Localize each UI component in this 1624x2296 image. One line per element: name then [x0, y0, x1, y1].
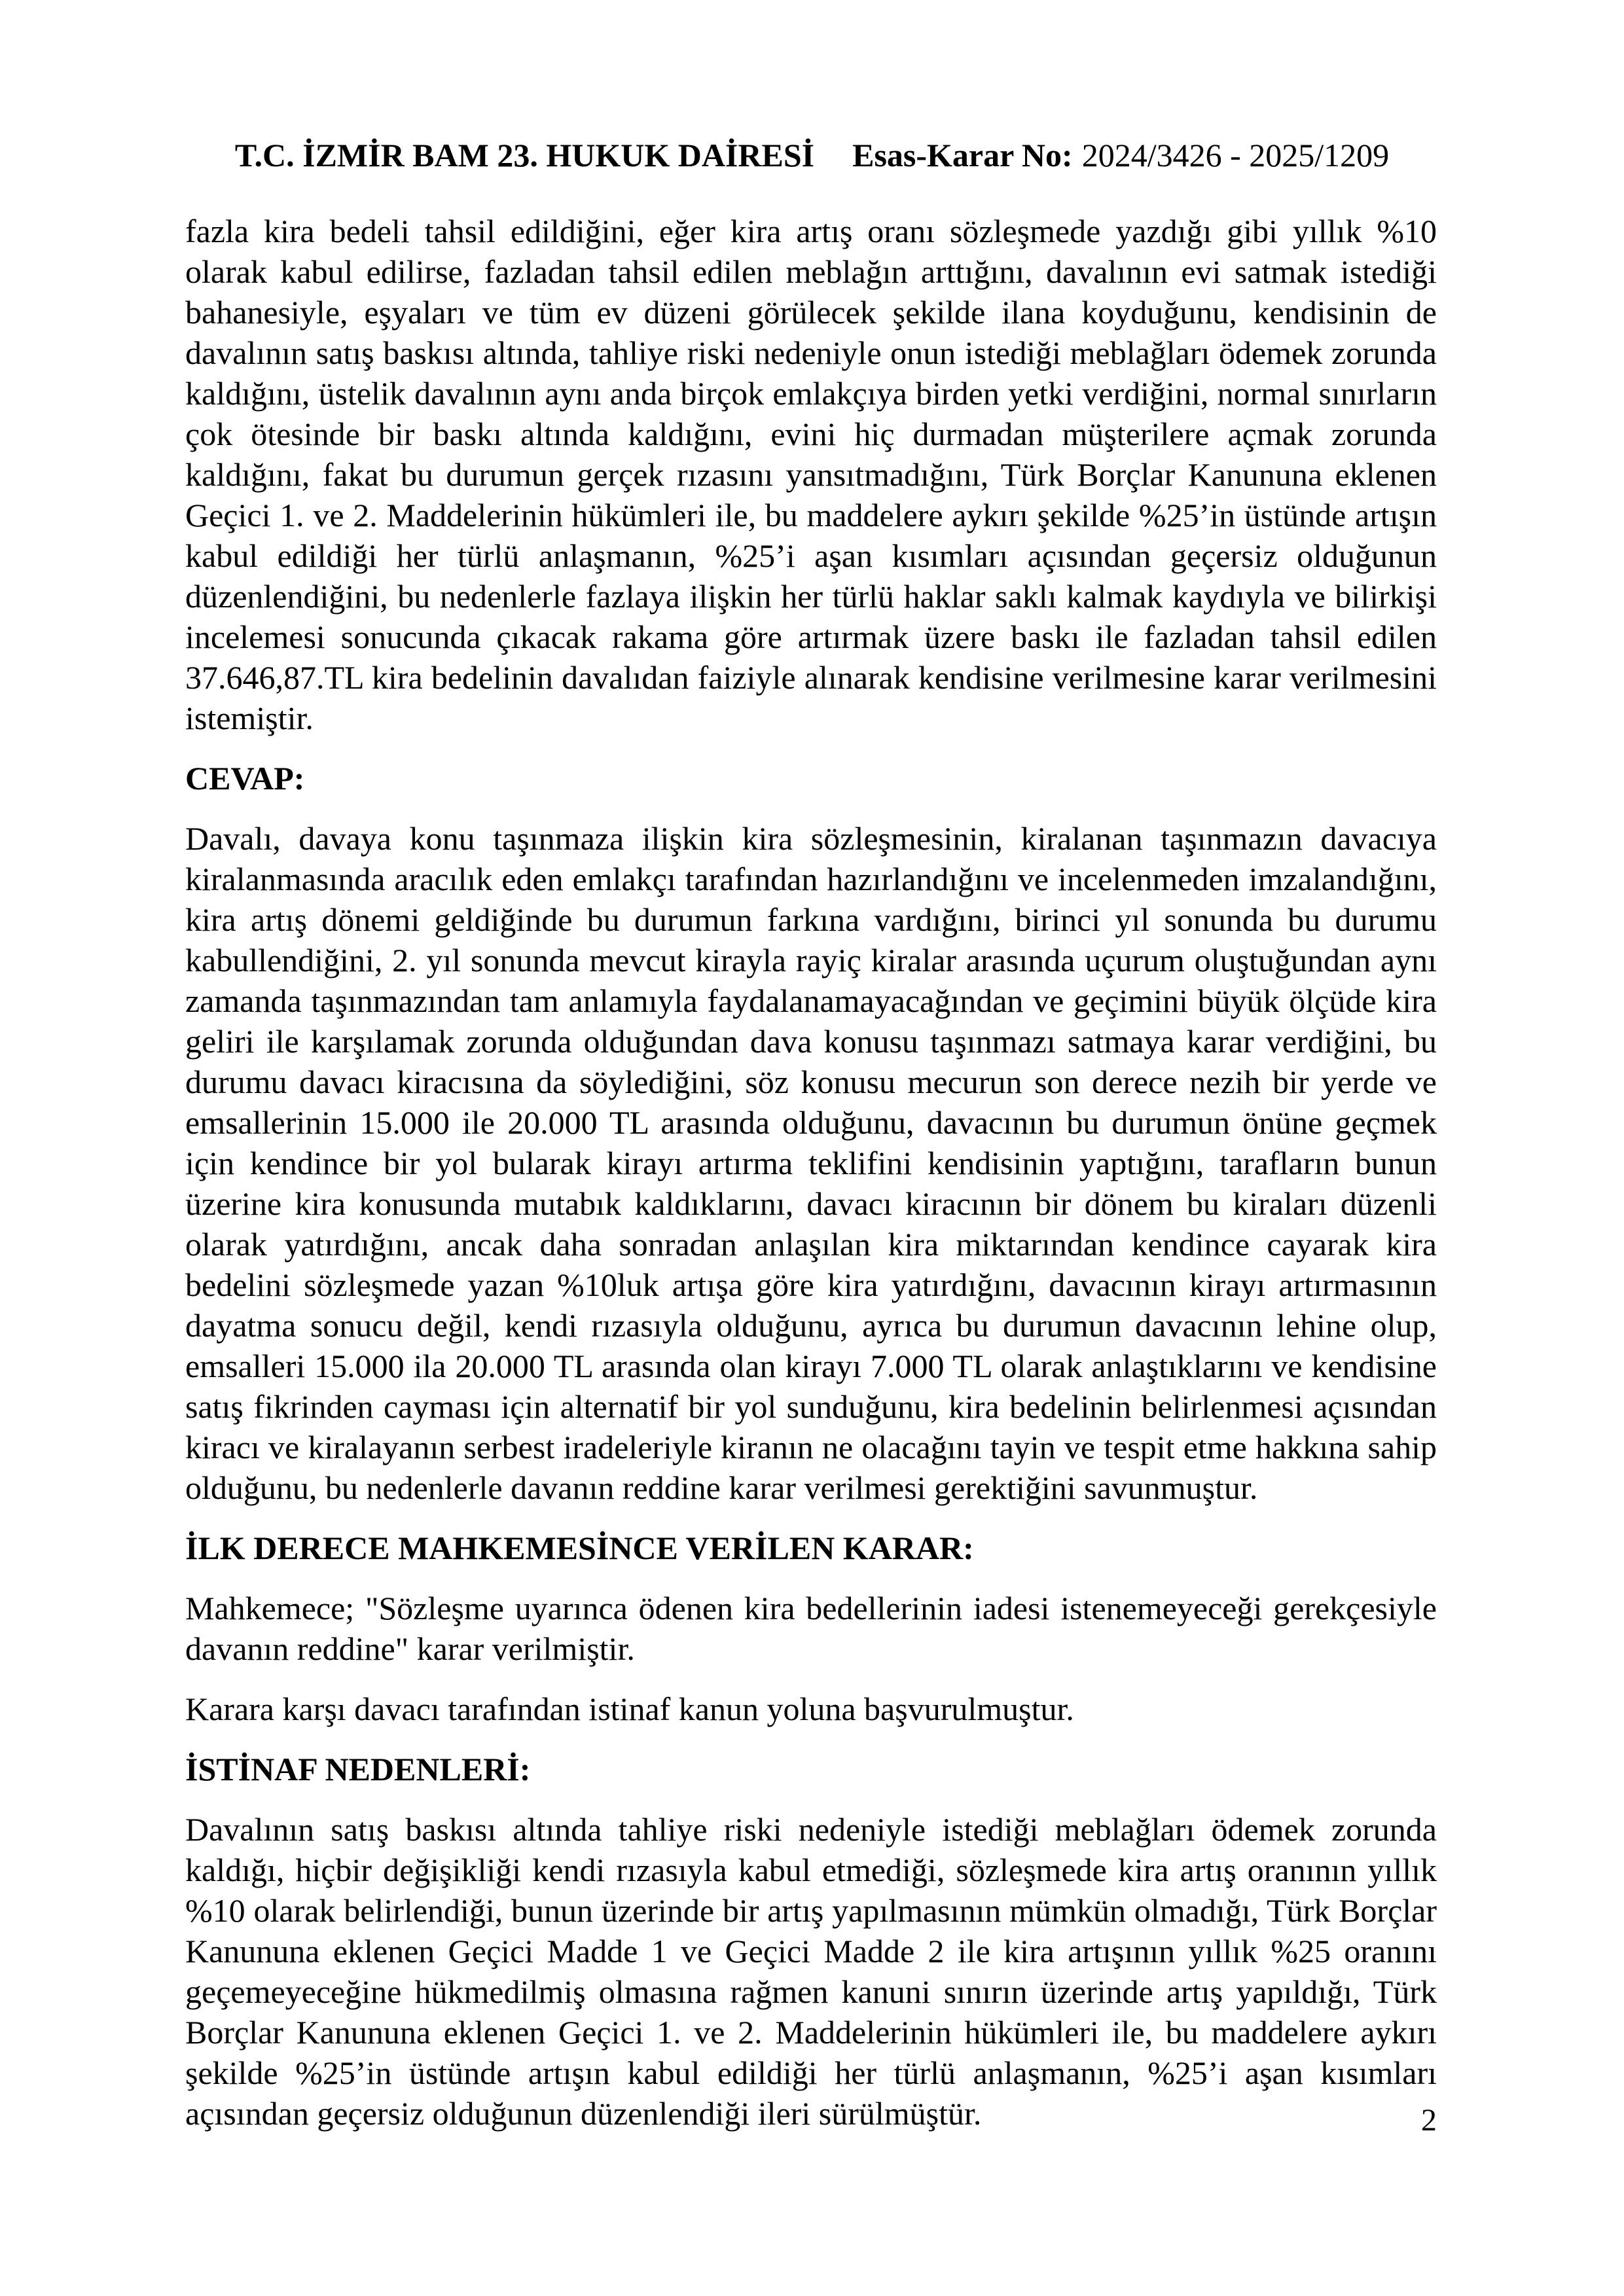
page-number: 2: [1421, 2103, 1437, 2138]
body-paragraph: Karara karşı davacı tarafından istinaf kanun yoluna başvurulmuştur.: [185, 1691, 1074, 1727]
case-number-value: 2024/3426 - 2025/1209: [1081, 137, 1390, 173]
page-header: [0, 135, 1624, 175]
section-heading: İSTİNAF NEDENLERİ:: [185, 1751, 531, 1787]
section-heading: İLK DERECE MAHKEMESİNCE VERİLEN KARAR:: [185, 1530, 974, 1566]
body-paragraph: Mahkemece; "Sözleşme uyarınca ödenen kira bedellerinin iadesi istenemeyeceği gerekçesiyle davanın reddine" karar verilmiştir.: [185, 1590, 1437, 1667]
section-heading: CEVAP:: [185, 760, 305, 797]
case-number-label: Esas-Karar No:: [852, 137, 1073, 173]
court-title: T.C. İZMİR BAM 23. HUKUK DAİRESİ: [234, 137, 815, 173]
document-body: [185, 211, 1437, 2153]
body-paragraph: Davalının satış baskısı altında tahliye riski nedeniyle istediği meblağları ödemek zorunda kaldığı, hiçbir değişikliği kendi rızasıyla kabul etmediği, sözleşmede kira artış oranının yıllık %10 olarak belirlendiği, bunun üzerinde bir artış yapılmasının mümkün olmadığı, Türk Borçlar Kanununa eklenen Geçici Madde 1 ve Geçici Madde 2 ile kira artışının yıllık %25 oranını geçemeyeceğine hükmedilmiş olmasına rağmen kanuni sınırın üzerinde artış yapıldığı, Türk Borçlar Kanununa eklenen Geçici 1. ve 2. Maddelerinin hükümleri ile, bu maddelere aykırı şekilde %25’in üstünde artışın kabul edildiği her türlü anlaşmanın, %25’i aşan kısımları açısından geçersiz olduğunun düzenlendiği ileri sürülmüştür.: [185, 1811, 1437, 2132]
body-paragraph: Davalı, davaya konu taşınmaza ilişkin kira sözleşmesinin, kiralanan taşınmazın davacıya kiralanmasında aracılık eden emlakçı tarafından hazırlandığını ve incelenmeden imzalandığını, kira artış dönemi geldiğinde bu durumun farkına vardığını, birinci yıl sonunda bu durumu kabullendiğini, 2. yıl sonunda mevcut kirayla rayiç kiralar arasında uçurum oluştuğundan aynı zamanda taşınmazından tam anlamıyla faydalanamayacağından ve geçimini büyük ölçüde kira geliri ile karşılamak zorunda olduğundan dava konusu taşınmazı satmaya karar verdiğini, bu durumu davacı kiracısına da söylediğini, söz konusu mecurun son derece nezih bir yerde ve emsallerinin 15.000 ile 20.000 TL arasında olduğunu, davacının bu durumun önüne geçmek için kendince bir yol bularak kirayı artırma teklifini kendisinin yaptığını, tarafların bunun üzerine kira konusunda mutabık kaldıklarını, davacı kiracının bir dönem bu kiraları düzenli olarak yatırdığını, ancak daha sonradan anlaşılan kira miktarından kendince cayarak kira bedelini sözleşmede yazan %10luk artışa göre kira yatırdığını, davacının kirayı artırmasının dayatma sonucu değil, kendi rızasıyla olduğunu, ayrıca bu durumun davacının lehine olup, emsalleri 15.000 ila 20.000 TL arasında olan kirayı 7.000 TL olarak anlaştıklarını ve kendisine satış fikrinden cayması için alternatif bir yol sunduğunu, kira bedelinin belirlenmesi açısından kiracı ve kiralayanın serbest iradeleriyle kiranın ne olacağını tayin ve tespit etme hakkına sahip olduğunu, bu nedenlerle davanın reddine karar verilmesi gerektiğini savunmuştur.: [185, 820, 1437, 1506]
body-paragraph: fazla kira bedeli tahsil edildiğini, eğer kira artış oranı sözleşmede yazdığı gibi yıllık %10 olarak kabul edilirse, fazladan tahsil edilen meblağın arttığını, davalının evi satmak istediği bahanesiyle, eşyaları ve tüm ev düzeni görülecek şekilde ilana koyduğunu, kendisinin de davalının satış baskısı altında, tahliye riski nedeniyle onun istediği meblağları ödemek zorunda kaldığını, üstelik davalının aynı anda birçok emlakçıya birden yetki verdiğini, normal sınırların çok ötesinde bir baskı altında kaldığını, evini hiç durmadan müşterilere açmak zorunda kaldığını, fakat bu durumun gerçek rızasını yansıtmadığını, Türk Borçlar Kanununa eklenen Geçici 1. ve 2. Maddelerinin hükümleri ile, bu maddelere aykırı şekilde %25’in üstünde artışın kabul edildiği her türlü anlaşmanın, %25’i aşan kısımları açısından geçersiz olduğunun düzenlendiğini, bu nedenlerle fazlaya ilişkin her türlü haklar saklı kalmak kaydıyla ve bilirkişi incelemesi sonucunda çıkacak rakama göre artırmak üzere baskı ile fazladan tahsil edilen 37.646,87.TL kira bedelinin davalıdan faiziyle alınarak kendisine verilmesine karar verilmesini istemiştir.: [185, 213, 1437, 736]
